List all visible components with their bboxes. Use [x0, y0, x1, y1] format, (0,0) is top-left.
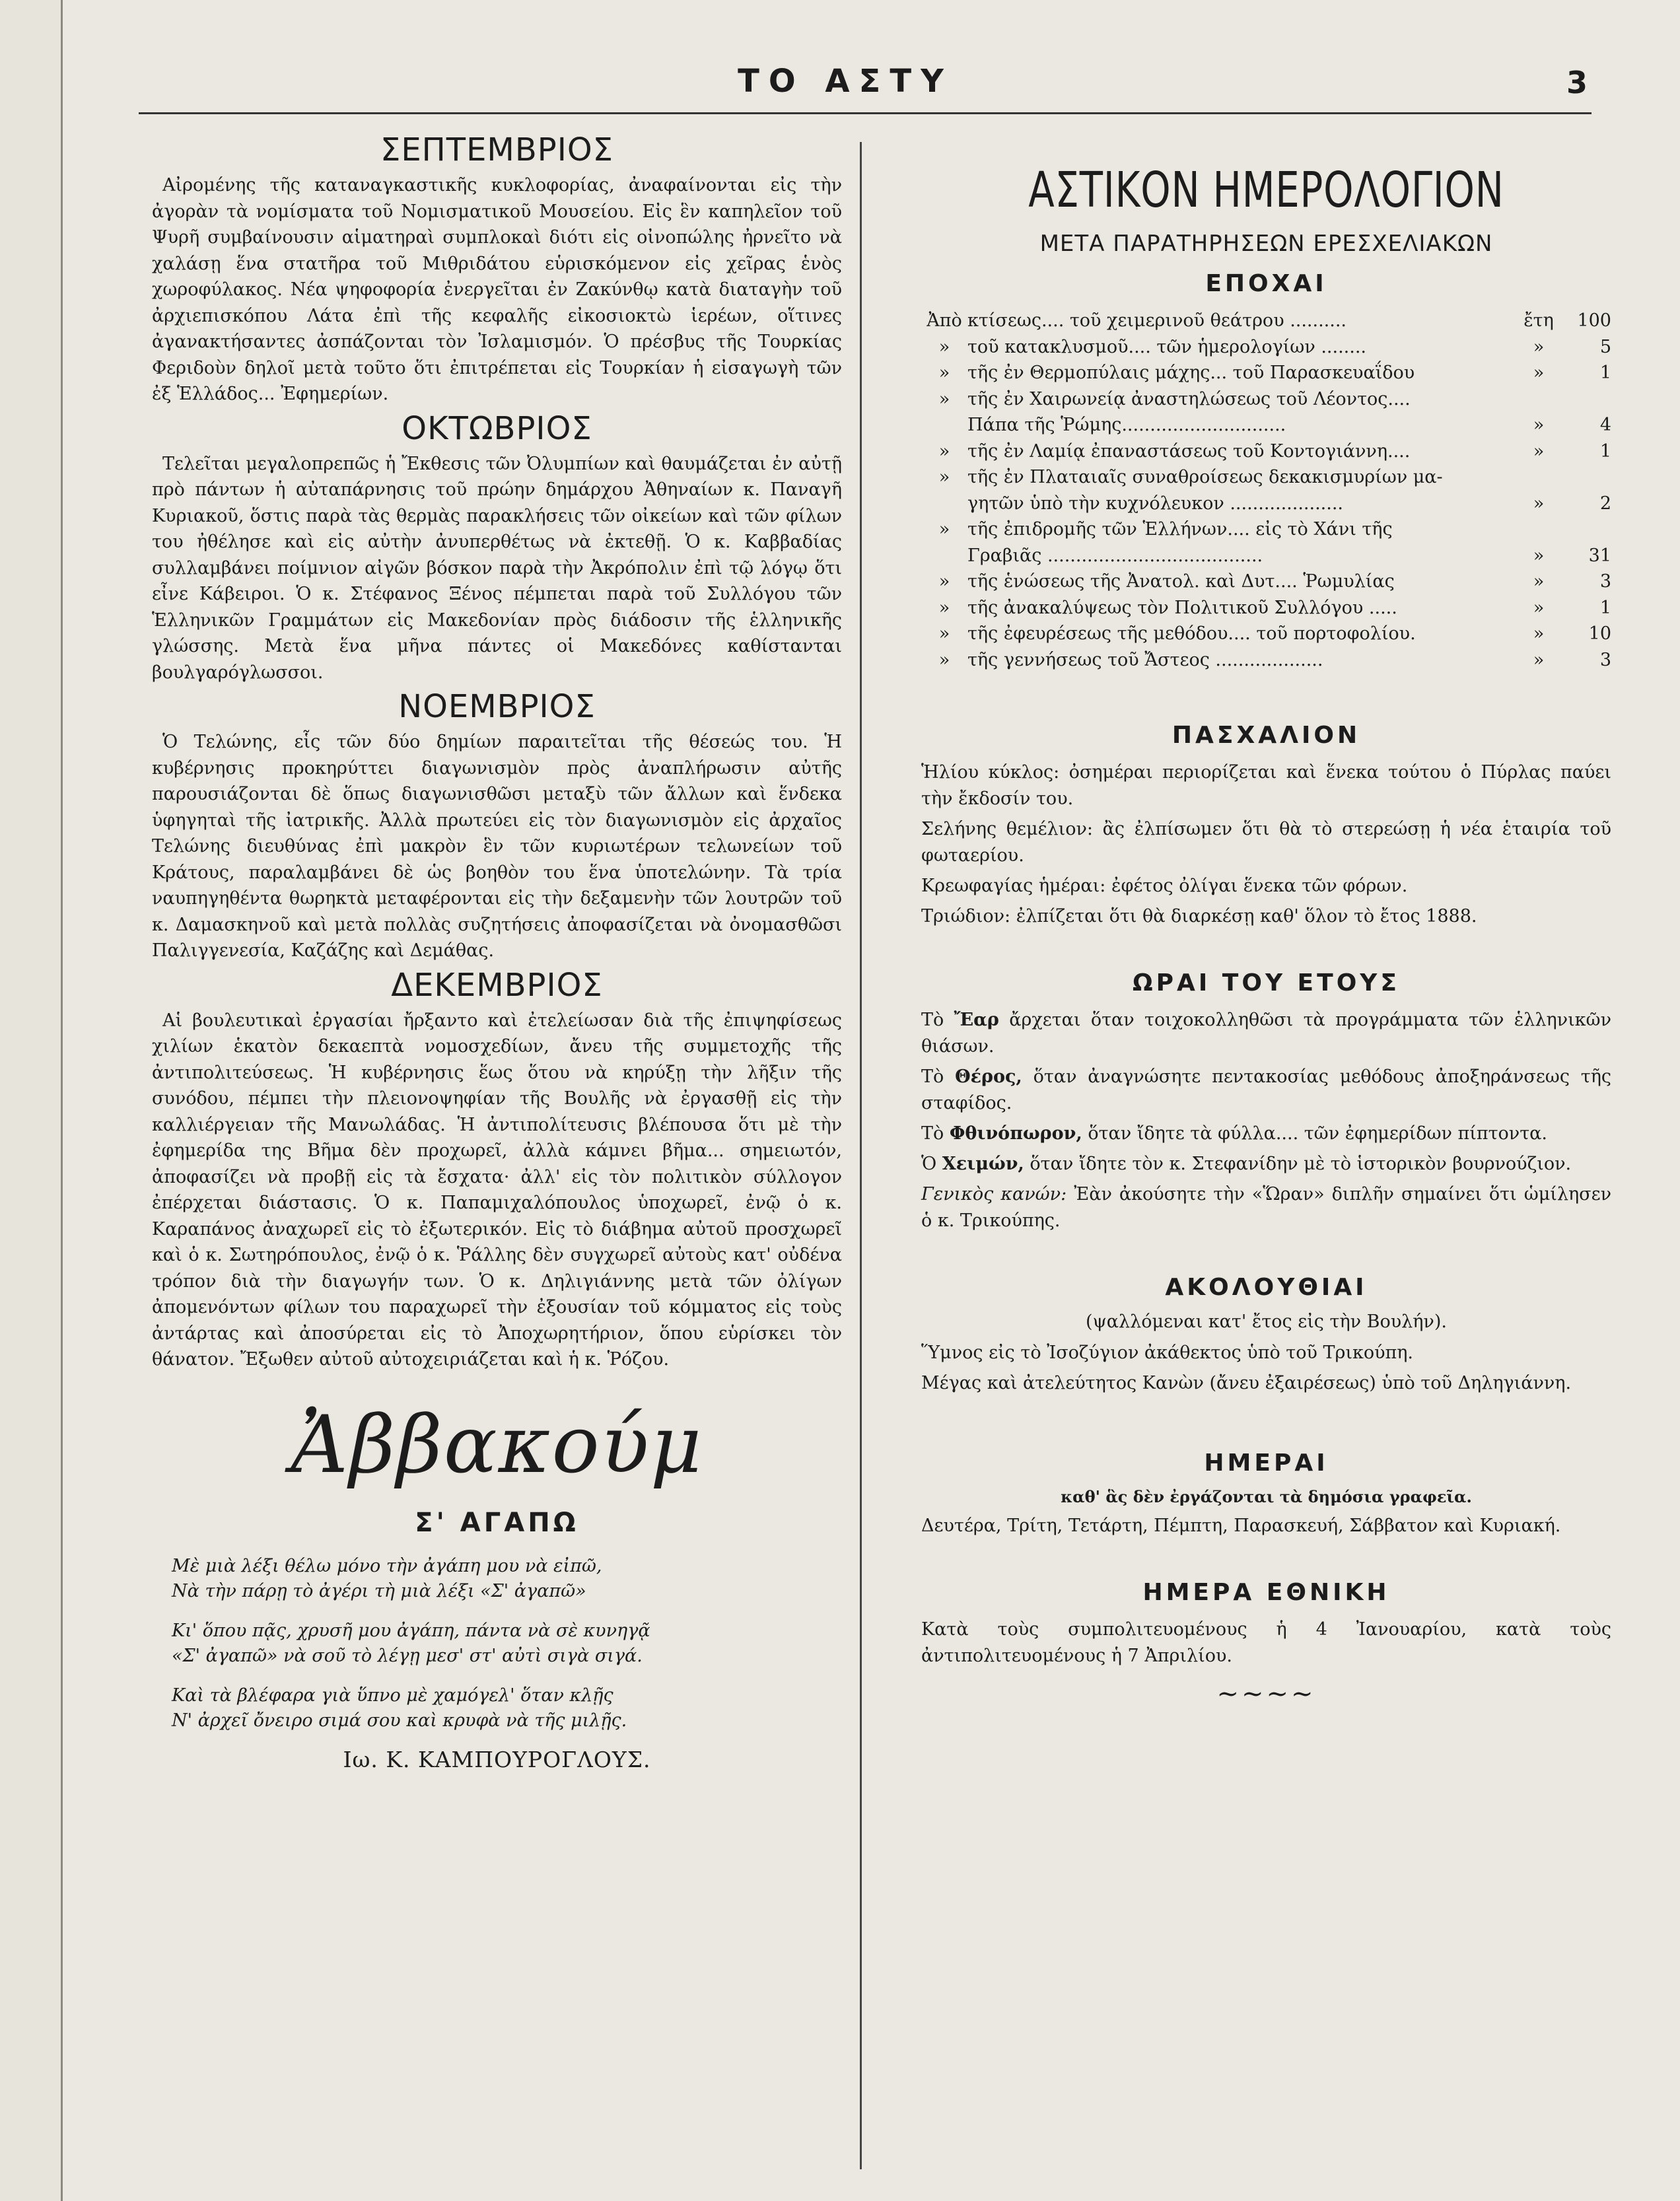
epoch-row	[921, 412, 1611, 438]
epoch-unit: »	[1533, 545, 1545, 566]
paschalion-heading: ΠΑΣΧΑΛΙΟΝ	[1172, 722, 1361, 749]
december-heading: ΔΕΚΕΜΒΡΙΟΣ	[391, 966, 603, 1004]
epoch-num: 5	[1599, 336, 1611, 357]
epoch-row	[921, 360, 1611, 386]
epoch-mark: »	[938, 597, 950, 618]
epoch-num: 3	[1599, 649, 1611, 670]
epoch-row	[921, 491, 1611, 517]
season-lead: Ὁ	[921, 1154, 937, 1174]
season-text: ὅταν ἴδητε τὰ φύλλα.... τῶν ἐφημερίδων πίπτοντα.	[1088, 1123, 1547, 1144]
epoch-num	[1565, 516, 1611, 543]
epoch-row	[921, 569, 1611, 595]
epoch-text: Πάπα τῆς Ῥώμης.............................	[967, 415, 1286, 435]
epoch-num: 3	[1599, 571, 1611, 592]
epoch-text: Γραβιᾶς ......................................	[967, 545, 1263, 566]
calendar-title: ΑΣΤΙΚΟΝ ΗΜΕΡΟΛΟΓΙΟΝ	[1028, 162, 1504, 219]
epoch-mark	[921, 491, 967, 517]
poem-line: Καὶ τὰ βλέφαρα γιὰ ὕπνο μὲ χαμόγελ' ὅταν κλῇς	[172, 1685, 613, 1706]
epoch-mark: »	[938, 440, 950, 462]
epoch-mark	[921, 543, 967, 569]
epoch-text: τῆς ἐφευρέσεως τῆς μεθόδου.... τοῦ πορτοφολίου.	[967, 623, 1416, 644]
epoch-mark: »	[938, 336, 950, 357]
september-text: Αἰρομένης τῆς καταναγκαστικῆς κυκλοφορίας, ἀναφαίνονται εἰς τὴν ἀγορὰν τὰ νομίσματα τοῦ Νομισματικοῦ Μουσείου. Εἰς ἓν καπηλεῖον τοῦ Ψυρῆ συμβαίνουσιν αἱματηραὶ συμπλοκαὶ διότι εἰς οἰνοπώλης ἠρνεῖτο νὰ χαλάσῃ ἕνα στατῆρα τοῦ Μιθριδάτου εὑρισκόμενον εἰς χεῖρας ἑνὸς χωροφύλακος. Νέα ψηφοφορία ἐνεργεῖται ἐν Ζακύνθῳ κατὰ διαταγὴν τοῦ ἀρχιεπισκόπου Λάτα ἐπὶ τῆς κεφαλῆς εἰκοσιοκτὼ ἱερέων, οἵτινες ἀγανακτήσαντες ἀσπάζονται τὸν Ἰσλαμισμόν. Ὁ πρέσβυς τῆς Τουρκίας Φεριδοὺν δηλοῖ μετὰ τοῦτο ὅτι ἐπιτρέπεται εἰς Τουρκίαν ἡ εἰσαγωγὴ τῶν ἐξ Ἑλλάδος... Ἐφημερίων.	[152, 175, 842, 404]
epoch-text: τῆς ἐν Λαμίᾳ ἐπαναστάσεως τοῦ Κοντογιάννη....	[967, 440, 1411, 462]
season-text: ἄρχεται ὅταν τοιχοκολληθῶσι τὰ προγράμματα τῶν ἑλληνικῶν θιάσων.	[921, 1010, 1611, 1057]
season-lead: Τὸ	[921, 1123, 944, 1144]
epoch-row	[921, 621, 1611, 647]
season-name: Θέρος,	[955, 1066, 1022, 1087]
epoch-row	[921, 386, 1611, 413]
akolouthiai-subheading: (ψαλλόμεναι κατ' ἔτος εἰς τὴν Βουλήν).	[1086, 1311, 1447, 1332]
akolouthia-line: Ὕμνος εἰς τὸ Ἰσοζύγιον ἀκάθεκτος ὑπὸ τοῦ Τρικούπη.	[921, 1343, 1413, 1363]
epoch-mark: »	[938, 571, 950, 592]
december-text: Αἱ βουλευτικαὶ ἐργασίαι ἤρξαντο καὶ ἐτελείωσαν διὰ τῆς ἐπιψηφίσεως χιλίων ἑκατὸν δεκαεπτὰ νομοσχεδίων, ἄνευ τῆς συμμετοχῆς τῆς ἀντιπολιτεύσεως. Ἡ κυβέρνησις ἕως ὅτου νὰ κηρύξῃ τὴν λῆξιν τῆς συνόδου, πέμπει τὴν πλειονοψηφίαν τῆς Βουλῆς νὰ ἐργασθῇ εἰς τὴν καλλιέργειαν τῆς Μανωλάδας. Ἡ ἀντιπολίτευσις βλέπουσα ὅτι μὲ τὴν ἐφημερίδα της Βῆμα δὲν προχωρεῖ, ἀλλὰ κάμνει βῆμα... σημειωτόν, ἀποφασίζει νὰ προβῇ εἰς τὰ ἔσχατα· ἀλλ' εἰς τὸν πολιτικὸν σύλλογον ἐπέρχεται διάστασις. Ὁ κ. Παπαμιχαλόπουλος ὑποχωρεῖ, ἐνῷ ὁ κ. Καραπάνος ἀναχωρεῖ εἰς τὸ ἐξωτερικόν. Εἰς τὸ διάβημα αὐτοῦ προσχωρεῖ καὶ ὁ κ. Σωτηρόπουλος, ἐνῷ ὁ κ. Ῥάλλης δὲν συγχωρεῖ αὐτοὺς κατ' οὐδένα τρόπον διὰ τὴν διαγωγήν των. Ὁ κ. Δηλιγιάννης μετὰ τῶν ὀλίγων ἀπομενόντων φίλων του παραχωρεῖ τὴν ἐξουσίαν τοῦ κόμματος εἰς τοὺς ἀντάρτας καὶ ἀποσύρεται εἰς τὸ Ἀποχωρητήριον, ὅπου εὑρίσκει τὸν θάνατον. Ἔξωθεν αὐτοῦ αὐτοχειριάζεται καὶ ἡ κ. Ῥόζου.	[152, 1010, 842, 1370]
epoch-text: τῆς γεννήσεως τοῦ Ἄστεος ...................	[967, 649, 1323, 670]
epoch-num: 31	[1588, 545, 1611, 566]
epoch-row	[921, 438, 1611, 465]
epoch-num: 4	[1599, 415, 1611, 435]
epoch-num	[1565, 464, 1611, 491]
entry-text: ἐλπίζεται ὅτι θὰ διαρκέσῃ καθ' ὅλον τὸ ἔτος 1888.	[1016, 906, 1477, 926]
signature: Ἀββακούμ	[291, 1399, 703, 1491]
hemerai-heading: ΗΜΕΡΑΙ	[1204, 1450, 1329, 1477]
september-heading: ΣΕΠΤΕΜΒΡΙΟΣ	[380, 131, 613, 168]
season-lead: Τὸ	[921, 1010, 944, 1030]
epoch-num: 1	[1599, 440, 1611, 462]
epoch-mark: »	[938, 363, 950, 383]
poem-line: «Σ' ἀγαπῶ» νὰ σοῦ τὸ λέγῃ μεσ' στ' αὐτὶ σιγὰ σιγά.	[172, 1645, 643, 1666]
epoch-row	[921, 464, 1611, 491]
epoch-unit	[1512, 516, 1565, 543]
epoch-text: τῆς ἐν Θερμοπύλαις μάχης... τοῦ Παρασκευαΐδου	[967, 363, 1415, 383]
epoch-text: τῆς ἐν Χαιρωνείᾳ ἀναστηλώσεως τοῦ Λέοντος....	[967, 388, 1411, 409]
left-column	[152, 129, 842, 1772]
epoch-num	[1565, 386, 1611, 413]
november-heading: ΝΟΕΜΒΡΙΟΣ	[398, 688, 596, 725]
epoch-num: 10	[1588, 623, 1611, 644]
hemerai-subheading: καθ' ἃς δὲν ἐργάζονται τὰ δημόσια γραφεῖα.	[1061, 1487, 1472, 1506]
right-column	[921, 129, 1611, 1709]
akolouthia-line: Μέγας καὶ ἀτελεύτητος Κανὼν (ἄνευ ἐξαιρέσεως) ὑπὸ τοῦ Δηληγιάννη.	[921, 1373, 1572, 1393]
epoch-row	[921, 516, 1611, 543]
november-text: Ὁ Τελώνης, εἷς τῶν δύο δημίων παραιτεῖται τῆς θέσεώς του. Ἡ κυβέρνησις προκηρύττει διαγωνισμὸν πρὸς ἀναπλήρωσιν αὐτῆς παρουσιάζονται δὲ ὅπως διαγωνισθῶσι μεταξὺ τῶν ἄλλων καὶ ἕνδεκα ὑφηγηταὶ τῆς ἰατρικῆς. Ἀλλὰ πρωτεύει εἰς τὸν διαγωνισμὸν εἰς ἀρχαῖος Τελώνης διευθύνας ἐπὶ μακρὸν ἓν τῶν κυριωτέρων τελωνείων τοῦ Κράτους, παραλαμβάνει δὲ ὡς βοηθὸν του ἕνα ὑποτελώνην. Τὰ τρία ναυπηγηθέντα θωρηκτὰ μεταφέρονται εἰς τὴν δεξαμενὴν τῶν λουτρῶν τοῦ κ. Δαμασκηνοῦ καὶ μετὰ πολλὰς συζητήσεις ἀποφασίζεται νὰ ὀνομασθῶσι Παλιγγενεσία, Καζάζης καὶ Δεμάθας.	[152, 732, 842, 961]
epoch-mark: »	[938, 519, 950, 540]
epoch-text: τῆς ἑνώσεως τῆς Ἀνατολ. καὶ Δυτ.... Ῥωμυλίας	[967, 571, 1395, 592]
binding-edge	[0, 0, 63, 2201]
paschalion-entry	[921, 903, 1611, 930]
hemerai-text: Δευτέρα, Τρίτη, Τετάρτη, Πέμπτη, Παρασκευή, Σάββατον καὶ Κυριακή.	[921, 1516, 1561, 1536]
header-rule	[139, 112, 1592, 114]
epoch-unit: »	[1533, 623, 1545, 644]
epoch-text: τοῦ κατακλυσμοῦ.... τῶν ἡμερολογίων ........	[967, 336, 1366, 357]
newspaper-title: ΤΟ ΑΣΤΥ	[738, 63, 953, 100]
epoch-num: 2	[1599, 493, 1611, 514]
season-lead: Τὸ	[921, 1066, 944, 1087]
epoch-mark: »	[938, 623, 950, 644]
epoch-num: 1	[1599, 363, 1611, 383]
epoch-mark: »	[938, 649, 950, 670]
epoch-row	[921, 595, 1611, 621]
epoch-unit: ἔτη	[1523, 310, 1554, 331]
season-name: Ἔαρ	[954, 1010, 999, 1030]
epoch-unit: »	[1533, 649, 1545, 670]
poem-line: Μὲ μιὰ λέξι θέλω μόνο τὴν ἀγάπη μου νὰ εἰπῶ,	[172, 1555, 602, 1576]
epoch-unit: »	[1533, 571, 1545, 592]
season-name: Γενικὸς κανών:	[921, 1184, 1067, 1205]
season-text: ὅταν ἀναγνώσητε πεντακοσίας μεθόδους ἀποξηράνσεως τῆς σταφίδος.	[921, 1066, 1611, 1113]
column-divider	[860, 142, 862, 2169]
entry-label: Τριώδιον:	[921, 906, 1011, 926]
season-entry	[921, 1064, 1611, 1117]
poem-line: Κι' ὅπου πᾷς, χρυσῆ μου ἀγάπη, πάντα νὰ σὲ κυνηγᾷ	[172, 1620, 650, 1641]
seasons-heading: ΩΡΑΙ ΤΟΥ ΕΤΟΥΣ	[1133, 969, 1400, 996]
entry-label: Κρεωφαγίας ἡμέραι:	[921, 876, 1106, 896]
epoch-text: τῆς ἐν Πλαταιαῖς συναθροίσεως δεκακισμυρίων μα-	[967, 467, 1443, 487]
poem-author: Ιω. Κ. ΚΑΜΠΟΥΡΟΓΛΟΥΣ.	[343, 1746, 651, 1772]
epoch-unit: »	[1533, 415, 1545, 435]
entry-label: Ἡλίου κύκλος:	[921, 762, 1060, 783]
epoch-mark: Ἀπὸ	[927, 310, 962, 331]
epoch-num: 1	[1599, 597, 1611, 618]
entry-text: ὀσημέραι περιορίζεται καὶ ἕνεκα τούτου ὁ Πύρλας παύει τὴν ἔκδοσίν του.	[921, 762, 1611, 809]
entry-text: ἂς ἐλπίσωμεν ὅτι θὰ τὸ στερεώσῃ ἡ νέα ἑταιρία τοῦ φωταερίου.	[921, 819, 1611, 866]
epoch-row	[921, 647, 1611, 674]
season-entry	[921, 1121, 1611, 1147]
poem-stanza	[152, 1554, 842, 1604]
epoch-row	[921, 334, 1611, 361]
epoch-text: τῆς ἀνακαλύψεως τὸν Πολιτικοῦ Συλλόγου .....	[967, 597, 1397, 618]
october-heading: ΟΚΤΩΒΡΙΟΣ	[402, 409, 592, 447]
epoch-num: 100	[1577, 310, 1611, 331]
epoch-unit: »	[1533, 440, 1545, 462]
epoch-mark	[921, 412, 967, 438]
season-text: Ἐὰν ἀκούσητε τὴν «Ὥραν» διπλῆν σημαίνει ὅτι ὡμίλησεν ὁ κ. Τρικούπης.	[921, 1184, 1611, 1231]
epoch-row	[921, 543, 1611, 569]
season-entry	[921, 1151, 1611, 1177]
calendar-subtitle: ΜΕΤΑ ΠΑΡΑΤΗΡΗΣΕΩΝ ΕΡΕΣΧΕΛΙΑΚΩΝ	[1039, 230, 1493, 257]
epoch-text: γητῶν ὑπὸ τὴν κυχνόλευκον ....................	[967, 493, 1343, 514]
epoch-text: τῆς ἐπιδρομῆς τῶν Ἑλλήνων.... εἰς τὸ Χάνι τῆς	[967, 519, 1393, 540]
page-number: 3	[1566, 65, 1588, 100]
poem-title: Σ' ΑΓΑΠΩ	[415, 1507, 579, 1538]
epoch-unit: »	[1533, 493, 1545, 514]
epoch-row	[921, 308, 1611, 334]
poem-line: Νὰ τὴν πάρῃ τὸ ἀγέρι τὴ μιὰ λέξι «Σ' ἀγαπῶ»	[172, 1580, 586, 1601]
season-text: ὅταν ἴδητε τὸν κ. Στεφανίδην μὲ τὸ ἱστορικὸν βουρνούζιον.	[1030, 1154, 1572, 1174]
epoch-text: κτίσεως.... τοῦ χειμερινοῦ θεάτρου ..........	[967, 310, 1347, 331]
paschalion-entry	[921, 759, 1611, 812]
paschalion-entry	[921, 873, 1611, 899]
poem-line: Ν' ἀρχεῖ ὄνειρο σιμά σου καὶ κρυφὰ νὰ τῆς μιλῇς.	[172, 1710, 627, 1731]
poem-stanza	[152, 1683, 842, 1733]
ornament-divider: ~~~~	[1216, 1679, 1316, 1709]
season-entry	[921, 1181, 1611, 1234]
entry-label: Σελήνης θεμέλιον:	[921, 819, 1093, 839]
season-entry	[921, 1007, 1611, 1060]
ethniki-heading: ΗΜΕΡΑ ΕΘΝΙΚΗ	[1142, 1579, 1390, 1606]
season-name: Φθινόπωρον,	[949, 1123, 1082, 1144]
epoch-unit: »	[1533, 363, 1545, 383]
epochs-heading: ΕΠΟΧΑΙ	[1205, 270, 1327, 297]
epoch-unit: »	[1533, 336, 1545, 357]
paschalion-entry	[921, 816, 1611, 869]
ethniki-text: Κατὰ τοὺς συμπολιτευομένους ἡ 4 Ἰανουαρίου, κατὰ τοὺς ἀντιπολιτευομένους ἡ 7 Ἀπριλίου.	[921, 1619, 1611, 1666]
epoch-mark: »	[938, 388, 950, 409]
akolouthiai-heading: ΑΚΟΛΟΥΘΙΑΙ	[1165, 1274, 1368, 1301]
season-name: Χειμών,	[942, 1154, 1024, 1174]
october-text: Τελεῖται μεγαλοπρεπῶς ἡ Ἔκθεσις τῶν Ὀλυμπίων καὶ θαυμάζεται ἐν αὐτῇ πρὸ πάντων ἡ αὐταπάρνησις τοῦ πρώην δημάρχου Ἀθηναίων κ. Παναγῆ Κυριακοῦ, ὅστις παρὰ τὰς θερμὰς παρακλήσεις τῶν οἰκείων καὶ τῶν φίλων του ἠθέλησε καὶ εἰς αὐτὴν ἀνυπερθέτως νὰ ἐκτεθῇ. Ὁ κ. Καββαδίας συλλαμβάνει ποίμνιον αἰγῶν βόσκον παρὰ τὴν Ἀκρόπολιν ἐπὶ τῷ λόγῳ ὅτι εἶνε Κάβειροι. Ὁ κ. Στέφανος Ξένος πέμπεται παρὰ τοῦ Συλλόγου τῶν Ἑλληνικῶν Γραμμάτων εἰς Μακεδονίαν πρὸς διάδοσιν τῆς ἑλληνικῆς γλώσσης. Μετὰ ἕνα μῆνα πάντες οἱ Μακεδόνες καθίστανται βουλγαρόγλωσσοι.	[152, 453, 842, 683]
poem-stanza	[152, 1619, 842, 1669]
epoch-mark: »	[938, 467, 950, 487]
epoch-unit: »	[1533, 597, 1545, 618]
epochs-table	[921, 308, 1611, 673]
epoch-unit	[1512, 386, 1565, 413]
epoch-unit	[1512, 464, 1565, 491]
entry-text: ἐφέτος ὀλίγαι ἕνεκα τῶν φόρων.	[1111, 876, 1408, 896]
